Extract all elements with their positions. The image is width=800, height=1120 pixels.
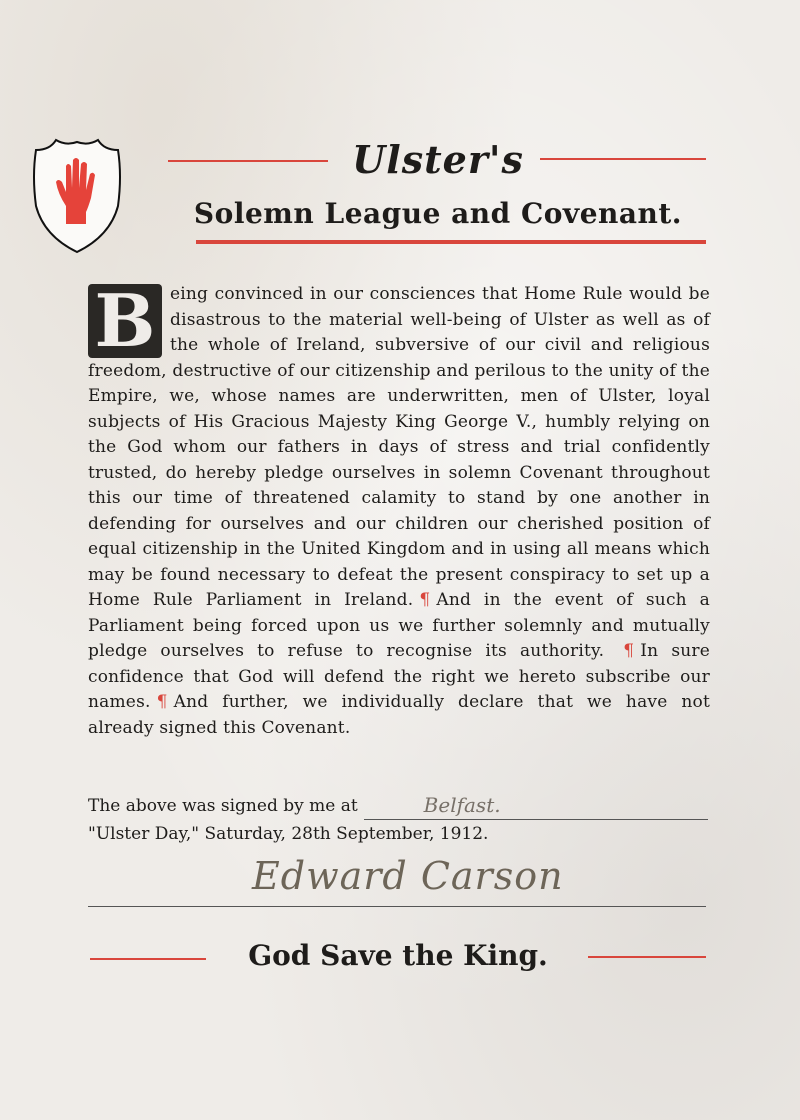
- paragraph-2: And in the event of such a Parliament being forced upon us we further solemnly and mutually pledge ourselves to refuse to recognise its authority.: [88, 590, 710, 661]
- paragraph-1: eing convinced in our consciences that Home Rule would be disastrous to the material well-being of Ulster as well as of the whole of Ireland, subversive of our civil and religious freedom, destructive of our citizenship and perilous to the unity of the Empire, we, whose names are underwritten, men of Ulster, loyal subjects of His Gracious Majesty King George V., humbly relying on the God whom our fathers in days of stress and trial confidently trusted, do hereby pledge ourselves in solemn Covenant throughout this our time of threatened calamity to stand by one another in defending for ourselves and our children our cherished position of equal citizenship in the United Kingdom and in using all means which may be found necessary to defeat the present conspiracy to set up a Home Rule Parliament in Ireland.: [88, 284, 710, 610]
- title-rule-left: [168, 160, 328, 162]
- title-rule-right: [540, 158, 706, 160]
- footer: [88, 936, 708, 976]
- signing-block: [88, 792, 708, 848]
- paragraph-3: In sure confidence that God will defend the right we hereto subscribe our names.: [88, 641, 710, 712]
- handwritten-signature: Edward Carson: [252, 854, 564, 898]
- signing-place-field: Belfast.: [364, 795, 708, 820]
- covenant-text: [88, 278, 710, 741]
- signed-at-label: The above was signed by me at: [88, 796, 358, 816]
- subtitle-rule: [196, 240, 706, 244]
- red-hand-shield-icon: [30, 136, 124, 256]
- signing-date: "Ulster Day," Saturday, 28th September, 1912.: [88, 824, 489, 844]
- footer-rule-left: [90, 958, 206, 960]
- paragraph-4: And further, we individually declare that we have not already signed this Covenant.: [88, 692, 710, 738]
- title-row: [168, 138, 708, 182]
- paragraph-mark-icon: ¶: [156, 692, 168, 712]
- drop-cap: B: [88, 284, 162, 358]
- footer-motto: God Save the King.: [248, 939, 548, 972]
- signature-line: [88, 906, 706, 907]
- document-subtitle: Solemn League and Covenant.: [193, 197, 683, 230]
- paragraph-mark-icon: ¶: [623, 641, 635, 661]
- paragraph-mark-icon: ¶: [419, 590, 431, 610]
- footer-rule-right: [588, 956, 706, 958]
- document-title: Ulster's: [352, 137, 524, 182]
